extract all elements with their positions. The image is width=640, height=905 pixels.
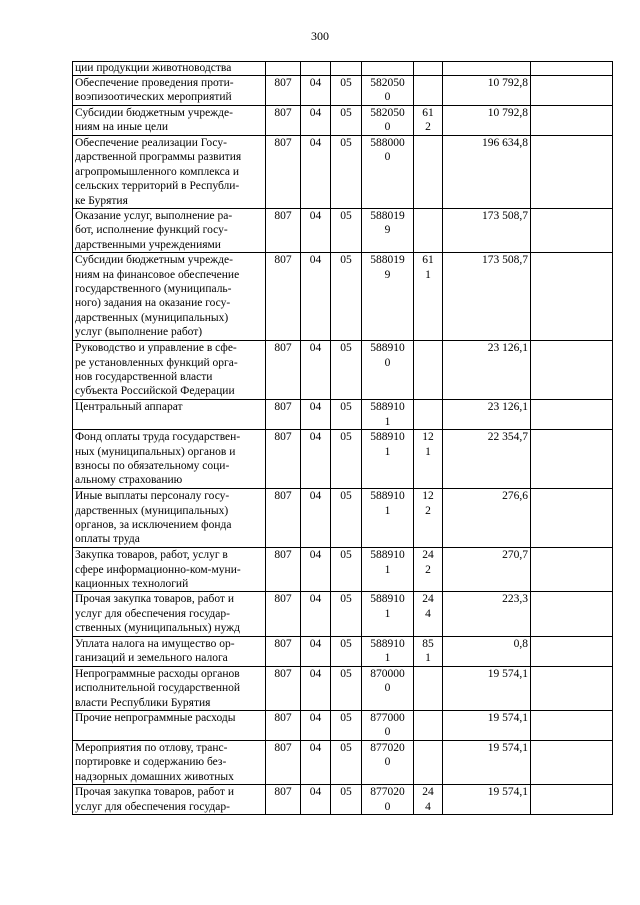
table-row xyxy=(73,636,613,666)
amount: 0,8 xyxy=(443,636,531,666)
expense-type-code xyxy=(414,710,443,740)
table-row xyxy=(73,62,613,76)
row-name: Центральный аппарат xyxy=(73,400,266,430)
target-article-code: 588910 1 xyxy=(362,489,414,548)
expense-type-code xyxy=(414,76,443,106)
table-row xyxy=(73,209,613,253)
amount: 19 574,1 xyxy=(443,785,531,815)
empty-cell xyxy=(531,489,613,548)
amount: 196 634,8 xyxy=(443,136,531,209)
table-row xyxy=(73,710,613,740)
empty-cell xyxy=(531,636,613,666)
empty-cell xyxy=(531,341,613,400)
ministry-code: 807 xyxy=(266,666,301,710)
target-article-code: 588910 1 xyxy=(362,430,414,489)
subsection-code: 05 xyxy=(331,489,362,548)
ministry-code: 807 xyxy=(266,548,301,592)
ministry-code: 807 xyxy=(266,710,301,740)
row-name: Обеспечение проведения проти- воэпизоотических мероприятий xyxy=(73,76,266,106)
subsection-code: 05 xyxy=(331,341,362,400)
row-name: Прочая закупка товаров, работ и услуг для обеспечения государ- ственных (муниципальных) нужд xyxy=(73,592,266,636)
target-article-code: 582050 0 xyxy=(362,76,414,106)
expense-type-code: 12 2 xyxy=(414,489,443,548)
expense-type-code: 12 1 xyxy=(414,430,443,489)
section-code: 04 xyxy=(301,636,331,666)
table-row xyxy=(73,489,613,548)
ministry-code: 807 xyxy=(266,106,301,136)
subsection-code: 05 xyxy=(331,400,362,430)
subsection-code: 05 xyxy=(331,253,362,341)
table-row xyxy=(73,341,613,400)
empty-cell xyxy=(531,209,613,253)
subsection-code: 05 xyxy=(331,636,362,666)
target-article-code: 588910 0 xyxy=(362,341,414,400)
section-code: 04 xyxy=(301,666,331,710)
amount: 10 792,8 xyxy=(443,76,531,106)
ministry-code: 807 xyxy=(266,430,301,489)
subsection-code: 05 xyxy=(331,548,362,592)
target-article-code: 877020 0 xyxy=(362,740,414,784)
subsection-code: 05 xyxy=(331,430,362,489)
ministry-code: 807 xyxy=(266,489,301,548)
page-number: 300 xyxy=(311,29,329,43)
target-article-code: 870000 0 xyxy=(362,666,414,710)
ministry-code: 807 xyxy=(266,592,301,636)
ministry-code: 807 xyxy=(266,341,301,400)
section-code: 04 xyxy=(301,209,331,253)
amount: 23 126,1 xyxy=(443,400,531,430)
expense-type-code xyxy=(414,666,443,710)
table-row xyxy=(73,136,613,209)
table-row xyxy=(73,430,613,489)
row-name: Фонд оплаты труда государствен- ных (муниципальных) органов и взносы по обязательному соци- альному страхованию xyxy=(73,430,266,489)
ministry-code: 807 xyxy=(266,136,301,209)
row-name: Обеспечение реализации Госу- дарственной программы развития агропромышленного комплекса и сельских территорий в Республи- ке Бурятия xyxy=(73,136,266,209)
empty-cell xyxy=(531,592,613,636)
row-name: Иные выплаты персоналу госу- дарственных (муниципальных) органов, за исключением фонда оплаты труда xyxy=(73,489,266,548)
expense-type-code xyxy=(414,209,443,253)
target-article-code: 588910 1 xyxy=(362,548,414,592)
subsection-code: 05 xyxy=(331,740,362,784)
target-article-code: 582050 0 xyxy=(362,106,414,136)
amount: 19 574,1 xyxy=(443,666,531,710)
amount xyxy=(443,62,531,76)
section-code: 04 xyxy=(301,740,331,784)
empty-cell xyxy=(531,106,613,136)
row-name: Уплата налога на имущество ор- ганизаций и земельного налога xyxy=(73,636,266,666)
empty-cell xyxy=(531,548,613,592)
section-code: 04 xyxy=(301,106,331,136)
row-name: Мероприятия по отлову, транс- портировке и содержанию без- надзорных домашних животных xyxy=(73,740,266,784)
table-row xyxy=(73,740,613,784)
empty-cell xyxy=(531,430,613,489)
section-code: 04 xyxy=(301,136,331,209)
table-row xyxy=(73,76,613,106)
empty-cell xyxy=(531,136,613,209)
subsection-code: 05 xyxy=(331,710,362,740)
row-name: Закупка товаров, работ, услуг в сфере информационно-ком-муни- кационных технологий xyxy=(73,548,266,592)
target-article-code: 588019 9 xyxy=(362,209,414,253)
amount: 270,7 xyxy=(443,548,531,592)
ministry-code: 807 xyxy=(266,76,301,106)
target-article-code: 588000 0 xyxy=(362,136,414,209)
table-row xyxy=(73,548,613,592)
empty-cell xyxy=(531,666,613,710)
row-name: Субсидии бюджетным учрежде- ниям на финансовое обеспечение государственного (муниципаль- ного) задания на оказание госу- дарственных (муниципальных) услуг (выполнение работ) xyxy=(73,253,266,341)
subsection-code: 05 xyxy=(331,592,362,636)
subsection-code: 05 xyxy=(331,106,362,136)
section-code: 04 xyxy=(301,710,331,740)
ministry-code xyxy=(266,62,301,76)
section-code: 04 xyxy=(301,430,331,489)
subsection-code xyxy=(331,62,362,76)
expense-type-code xyxy=(414,740,443,784)
subsection-code: 05 xyxy=(331,209,362,253)
expense-type-code xyxy=(414,400,443,430)
expense-type-code xyxy=(414,341,443,400)
amount: 173 508,7 xyxy=(443,209,531,253)
target-article-code: 877020 0 xyxy=(362,785,414,815)
subsection-code: 05 xyxy=(331,785,362,815)
row-name: Прочая закупка товаров, работ и услуг для обеспечения государ- xyxy=(73,785,266,815)
section-code: 04 xyxy=(301,548,331,592)
empty-cell xyxy=(531,253,613,341)
table-row xyxy=(73,253,613,341)
table-row xyxy=(73,106,613,136)
table-row xyxy=(73,666,613,710)
section-code xyxy=(301,62,331,76)
section-code: 04 xyxy=(301,592,331,636)
subsection-code: 05 xyxy=(331,136,362,209)
row-name: Прочие непрограммные расходы xyxy=(73,710,266,740)
ministry-code: 807 xyxy=(266,740,301,784)
target-article-code: 588019 9 xyxy=(362,253,414,341)
target-article-code: 588910 1 xyxy=(362,592,414,636)
section-code: 04 xyxy=(301,76,331,106)
expense-type-code: 61 1 xyxy=(414,253,443,341)
expense-type-code: 24 4 xyxy=(414,592,443,636)
empty-cell xyxy=(531,710,613,740)
table-row xyxy=(73,592,613,636)
row-name: ции продукции животноводства xyxy=(73,62,266,76)
section-code: 04 xyxy=(301,489,331,548)
target-article-code xyxy=(362,62,414,76)
amount: 223,3 xyxy=(443,592,531,636)
row-name: Непрограммные расходы органов исполнительной государственной власти Республики Бурятия xyxy=(73,666,266,710)
row-name: Субсидии бюджетным учрежде- ниям на иные цели xyxy=(73,106,266,136)
expense-type-code xyxy=(414,62,443,76)
table-row xyxy=(73,400,613,430)
target-article-code: 877000 0 xyxy=(362,710,414,740)
ministry-code: 807 xyxy=(266,253,301,341)
amount: 10 792,8 xyxy=(443,106,531,136)
ministry-code: 807 xyxy=(266,209,301,253)
section-code: 04 xyxy=(301,341,331,400)
ministry-code: 807 xyxy=(266,785,301,815)
table-row xyxy=(73,785,613,815)
expense-type-code: 85 1 xyxy=(414,636,443,666)
empty-cell xyxy=(531,400,613,430)
empty-cell xyxy=(531,76,613,106)
amount: 276,6 xyxy=(443,489,531,548)
amount: 19 574,1 xyxy=(443,740,531,784)
ministry-code: 807 xyxy=(266,636,301,666)
amount: 22 354,7 xyxy=(443,430,531,489)
row-name: Оказание услуг, выполнение ра- бот, исполнение функций госу- дарственными учреждениями xyxy=(73,209,266,253)
amount: 19 574,1 xyxy=(443,710,531,740)
amount: 23 126,1 xyxy=(443,341,531,400)
expense-type-code: 61 2 xyxy=(414,106,443,136)
section-code: 04 xyxy=(301,400,331,430)
expense-type-code xyxy=(414,136,443,209)
budget-table xyxy=(72,61,613,815)
empty-cell xyxy=(531,785,613,815)
target-article-code: 588910 1 xyxy=(362,400,414,430)
empty-cell xyxy=(531,62,613,76)
subsection-code: 05 xyxy=(331,76,362,106)
ministry-code: 807 xyxy=(266,400,301,430)
empty-cell xyxy=(531,740,613,784)
amount: 173 508,7 xyxy=(443,253,531,341)
subsection-code: 05 xyxy=(331,666,362,710)
section-code: 04 xyxy=(301,253,331,341)
expense-type-code: 24 2 xyxy=(414,548,443,592)
row-name: Руководство и управление в сфе- ре установленных функций орга- нов государственной власти субъекта Российской Федерации xyxy=(73,341,266,400)
section-code: 04 xyxy=(301,785,331,815)
expense-type-code: 24 4 xyxy=(414,785,443,815)
target-article-code: 588910 1 xyxy=(362,636,414,666)
